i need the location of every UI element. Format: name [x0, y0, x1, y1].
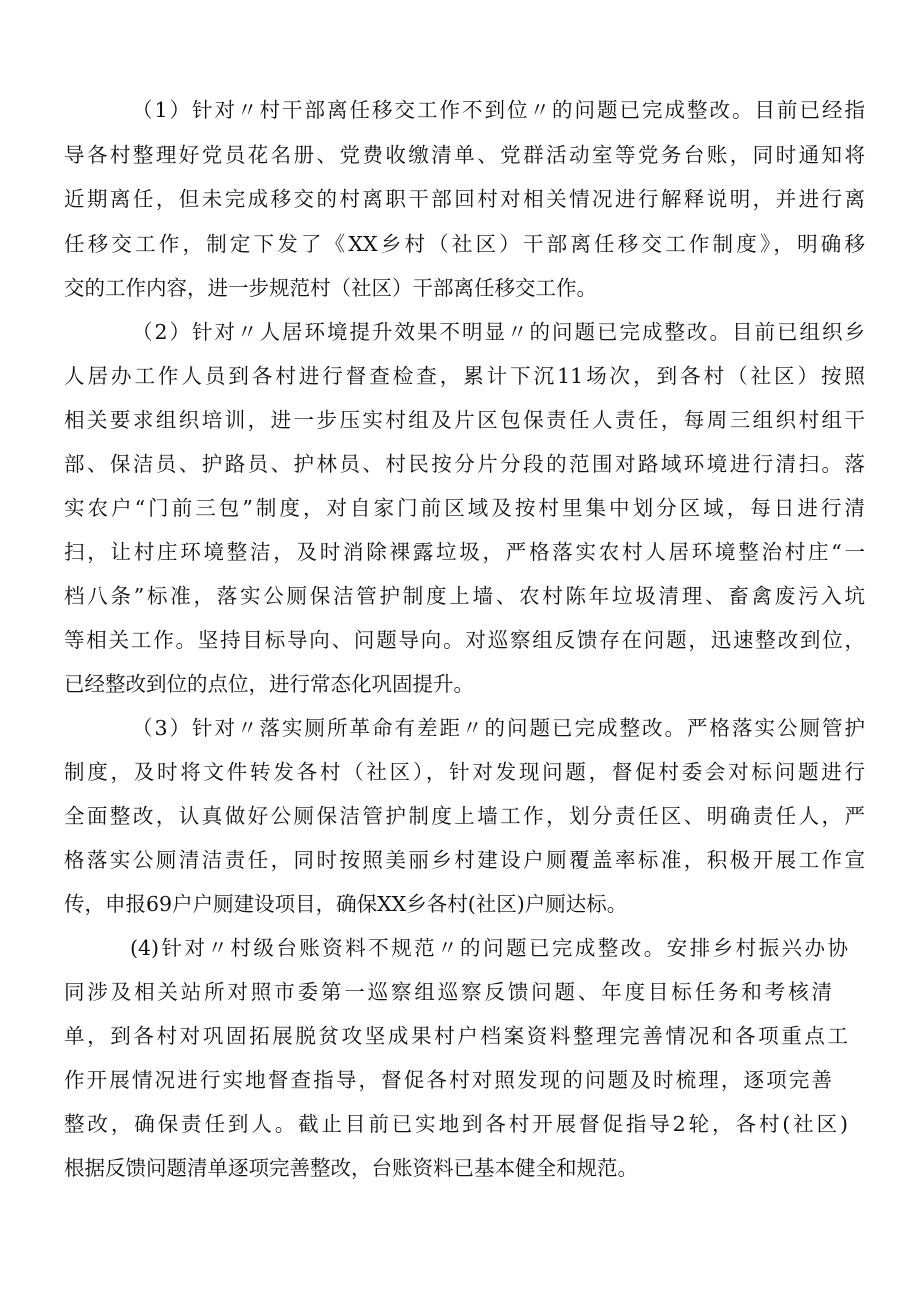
paragraph-line: 扫，让村庄环境整洁，及时消除裸露垃圾，严格落实农村人居环境整治村庄“一	[64, 540, 865, 564]
paragraph-line: 制度，及时将文件转发各村（社区），针对发现问题，督促村委会对标问题进行	[64, 760, 865, 784]
paragraph-line: 整改，确保责任到人。截止目前已实地到各村开展督促指导2轮，各村(社区)	[64, 1112, 848, 1136]
paragraph-line: 人居办工作人员到各村进行督查检查，累计下沉11场次，到各村（社区）按照	[64, 364, 865, 388]
paragraph-line: (4)针对〃村级台账资料不规范〃的问题已完成整改。安排乡村振兴办协	[130, 936, 848, 960]
paragraph-line: （1）针对〃村干部离任移交工作不到位〃的问题已完成整改。目前已经指	[132, 98, 865, 122]
paragraph-line: 相关要求组织培训，进一步压实村组及片区包保责任人责任，每周三组织村组干	[64, 408, 865, 432]
paragraph-line: 格落实公厕清洁责任，同时按照美丽乡村建设户厕覆盖率标准，积极开展工作宣	[64, 848, 865, 872]
paragraph-line: 全面整改，认真做好公厕保洁管护制度上墙工作，划分责任区、明确责任人，严	[64, 804, 865, 828]
paragraph-line: 导各村整理好党员花名册、党费收缴清单、党群活动室等党务台账，同时通知将	[64, 143, 865, 167]
paragraph-line: 实农户“门前三包”制度，对自家门前区域及按村里集中划分区域，每日进行清	[64, 496, 865, 520]
paragraph-line: 任移交工作，制定下发了《XX乡村（社区）干部离任移交工作制度》，明确移	[64, 232, 865, 256]
paragraph-line: 作开展情况进行实地督查指导，督促各村对照发现的问题及时梳理，逐项完善	[64, 1068, 832, 1092]
paragraph-line: 传，申报69户户厕建设项目，确保XX乡各村(社区)户厕达标。	[64, 892, 628, 916]
paragraph-line: 单，到各村对巩固拓展脱贫攻坚成果村户档案资料整理完善情况和各项重点工	[64, 1024, 848, 1048]
paragraph-line: 档八条”标准，落实公厕保洁管护制度上墙、农村陈年垃圾清理、畜禽废污入坑	[64, 584, 865, 608]
paragraph-line: （3）针对〃落实厕所革命有差距〃的问题已完成整改。严格落实公厕管护	[132, 716, 865, 740]
paragraph-line: 同涉及相关站所对照市委第一巡察组巡察反馈问题、年度目标任务和考核清	[64, 980, 832, 1004]
paragraph-line: 根据反馈问题清单逐项完善整改，台账资料已基本健全和规范。	[64, 1156, 638, 1180]
paragraph-line: 已经整改到位的点位，进行常态化巩固提升。	[64, 672, 474, 696]
paragraph-line: 近期离任，但未完成移交的村离职干部回村对相关情况进行解释说明，并进行离	[64, 187, 865, 211]
paragraph-line: 交的工作内容，进一步规范村（社区）干部离任移交工作。	[64, 276, 597, 300]
paragraph-line: 部、保洁员、护路员、护林员、村民按分片分段的范围对路域环境进行清扫。落	[64, 452, 865, 476]
paragraph-line: 等相关工作。坚持目标导向、问题导向。对巡察组反馈存在问题，迅速整改到位，	[64, 628, 865, 652]
paragraph-line: （2）针对〃人居环境提升效果不明显〃的问题已完成整改。目前已组织乡	[132, 320, 865, 344]
